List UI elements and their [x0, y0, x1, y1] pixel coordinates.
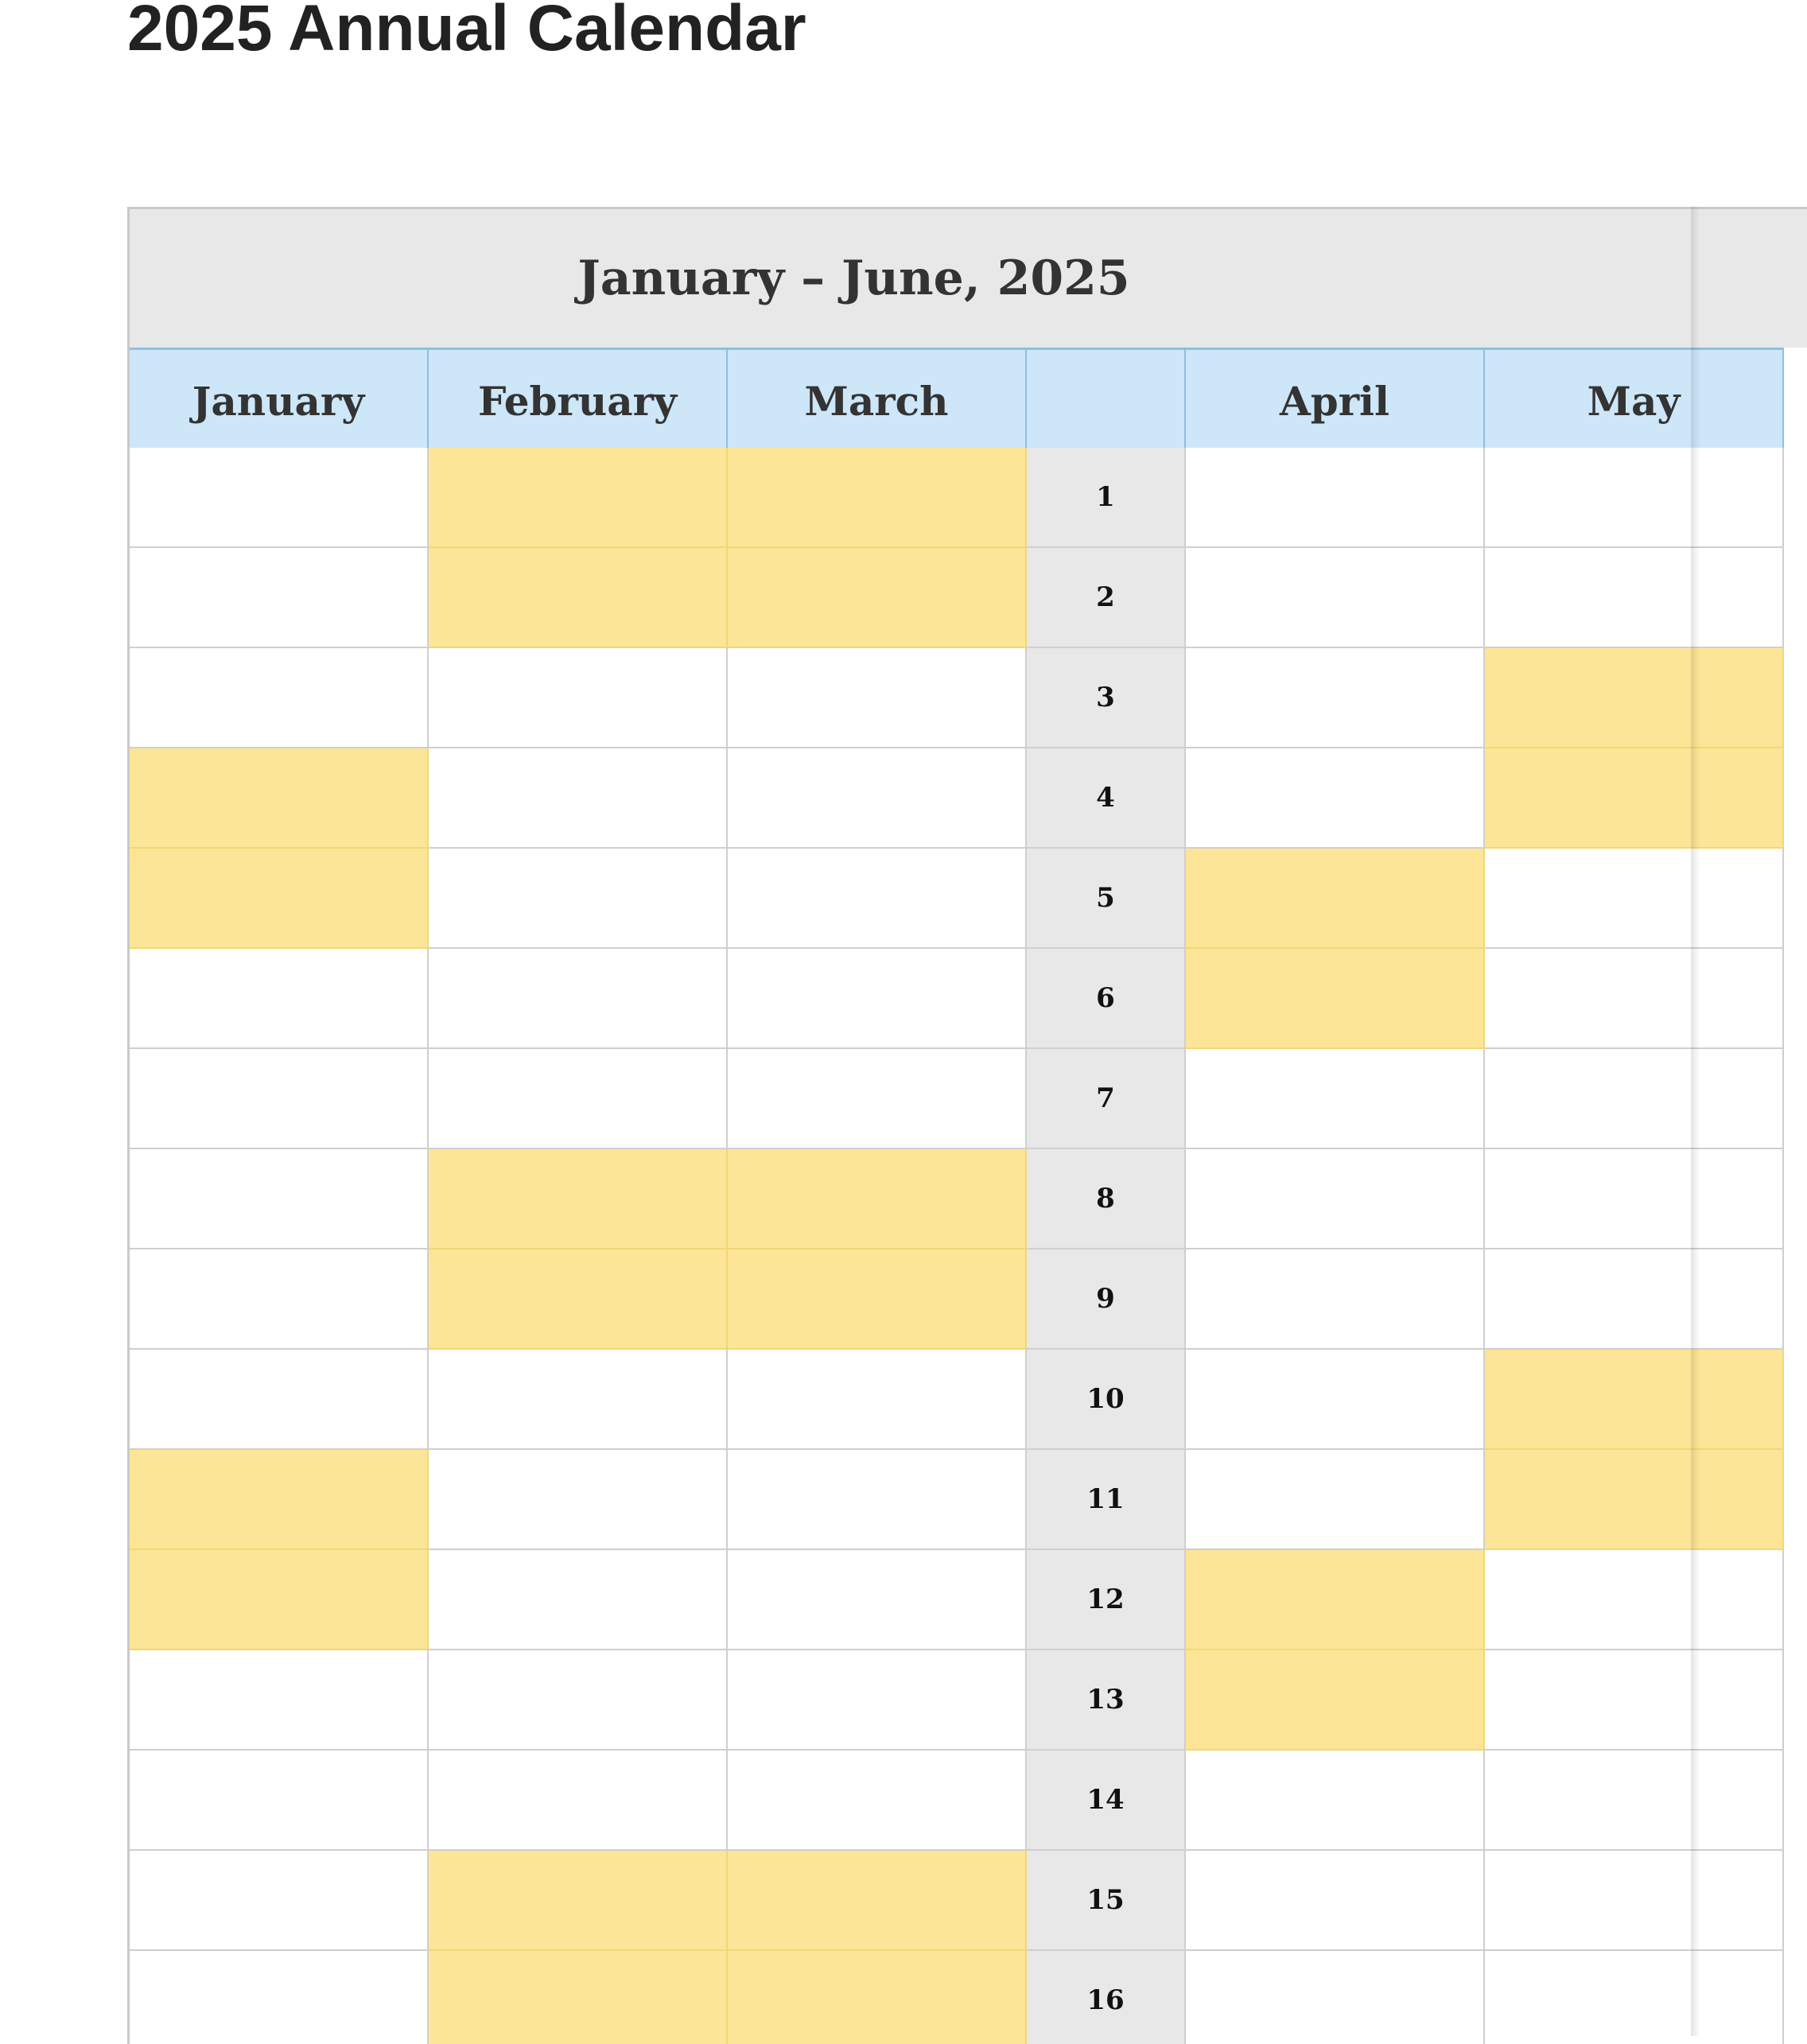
day-cell-march[interactable] — [728, 1550, 1027, 1650]
day-cell-march[interactable] — [728, 648, 1027, 748]
day-cell-may[interactable] — [1485, 1550, 1784, 1650]
day-cell-april[interactable] — [1186, 1450, 1485, 1550]
day-cell-may[interactable] — [1485, 448, 1784, 548]
day-cell-february[interactable] — [429, 1450, 728, 1550]
day-cell-february[interactable] — [429, 648, 728, 748]
day-cell-april[interactable] — [1186, 1249, 1485, 1350]
day-cell-april[interactable] — [1186, 548, 1485, 648]
month-header-february: February — [429, 348, 728, 456]
day-cell-january[interactable] — [130, 1450, 429, 1550]
day-cell-february[interactable] — [429, 548, 728, 648]
day-cell-january[interactable] — [130, 1851, 429, 1951]
calendar-table — [127, 207, 1807, 2044]
day-number: 11 — [1027, 1450, 1186, 1550]
day-cell-march[interactable] — [728, 1851, 1027, 1951]
day-cell-april[interactable] — [1186, 448, 1485, 548]
day-cell-january[interactable] — [130, 1650, 429, 1751]
day-cell-march[interactable] — [728, 1751, 1027, 1851]
day-cell-january[interactable] — [130, 1550, 429, 1650]
day-cell-february[interactable] — [429, 448, 728, 548]
calendar-grid — [130, 348, 1784, 2044]
day-cell-february[interactable] — [429, 1049, 728, 1149]
day-cell-may[interactable] — [1485, 1049, 1784, 1149]
day-cell-april[interactable] — [1186, 748, 1485, 849]
day-cell-may[interactable] — [1485, 748, 1784, 849]
month-header-april: April — [1186, 348, 1485, 456]
day-number: 10 — [1027, 1350, 1186, 1450]
day-cell-january[interactable] — [130, 1149, 429, 1249]
day-cell-april[interactable] — [1186, 1851, 1485, 1951]
day-number: 7 — [1027, 1049, 1186, 1149]
day-cell-may[interactable] — [1485, 1350, 1784, 1450]
day-cell-february[interactable] — [429, 1550, 728, 1650]
day-number: 3 — [1027, 648, 1186, 748]
day-cell-march[interactable] — [728, 1450, 1027, 1550]
day-cell-march[interactable] — [728, 1951, 1027, 2044]
day-cell-march[interactable] — [728, 849, 1027, 949]
day-cell-january[interactable] — [130, 849, 429, 949]
day-cell-may[interactable] — [1485, 1951, 1784, 2044]
day-cell-march[interactable] — [728, 949, 1027, 1049]
day-cell-may[interactable] — [1485, 1650, 1784, 1751]
day-cell-may[interactable] — [1485, 648, 1784, 748]
day-cell-february[interactable] — [429, 1650, 728, 1751]
day-cell-march[interactable] — [728, 1049, 1027, 1149]
day-number: 14 — [1027, 1751, 1186, 1851]
day-cell-january[interactable] — [130, 648, 429, 748]
day-cell-april[interactable] — [1186, 1550, 1485, 1650]
day-cell-may[interactable] — [1485, 1450, 1784, 1550]
day-cell-march[interactable] — [728, 1350, 1027, 1450]
scroll-edge-shadow — [1691, 207, 1700, 2036]
day-cell-may[interactable] — [1485, 548, 1784, 648]
day-cell-january[interactable] — [130, 949, 429, 1049]
day-number: 2 — [1027, 548, 1186, 648]
day-number: 12 — [1027, 1550, 1186, 1650]
day-number: 13 — [1027, 1650, 1186, 1751]
day-cell-may[interactable] — [1485, 949, 1784, 1049]
day-cell-april[interactable] — [1186, 648, 1485, 748]
day-cell-march[interactable] — [728, 448, 1027, 548]
day-cell-march[interactable] — [728, 1249, 1027, 1350]
day-cell-january[interactable] — [130, 1951, 429, 2044]
day-cell-april[interactable] — [1186, 1751, 1485, 1851]
day-cell-february[interactable] — [429, 748, 728, 849]
day-cell-april[interactable] — [1186, 949, 1485, 1049]
day-number-header — [1027, 348, 1186, 456]
day-cell-january[interactable] — [130, 1350, 429, 1450]
day-number: 4 — [1027, 748, 1186, 849]
day-number: 15 — [1027, 1851, 1186, 1951]
month-header-january: January — [130, 348, 429, 456]
day-cell-april[interactable] — [1186, 1149, 1485, 1249]
day-number: 1 — [1027, 448, 1186, 548]
day-cell-january[interactable] — [130, 1249, 429, 1350]
day-cell-april[interactable] — [1186, 1350, 1485, 1450]
day-cell-april[interactable] — [1186, 849, 1485, 949]
month-header-march: March — [728, 348, 1027, 456]
day-cell-february[interactable] — [429, 1350, 728, 1450]
day-cell-january[interactable] — [130, 1751, 429, 1851]
day-cell-march[interactable] — [728, 748, 1027, 849]
day-cell-may[interactable] — [1485, 1249, 1784, 1350]
month-header-may: May — [1485, 348, 1784, 456]
banner-label: January – June, 2025 — [577, 251, 1130, 306]
day-cell-march[interactable] — [728, 548, 1027, 648]
day-number: 8 — [1027, 1149, 1186, 1249]
page-title: 2025 Annual Calendar — [127, 0, 806, 64]
day-cell-may[interactable] — [1485, 849, 1784, 949]
day-number: 16 — [1027, 1951, 1186, 2044]
day-cell-may[interactable] — [1485, 1851, 1784, 1951]
day-cell-february[interactable] — [429, 849, 728, 949]
day-number: 5 — [1027, 849, 1186, 949]
day-cell-may[interactable] — [1485, 1751, 1784, 1851]
day-number: 6 — [1027, 949, 1186, 1049]
day-cell-february[interactable] — [429, 1951, 728, 2044]
day-cell-february[interactable] — [429, 1851, 728, 1951]
day-cell-february[interactable] — [429, 1249, 728, 1350]
day-cell-march[interactable] — [728, 1149, 1027, 1249]
day-cell-january[interactable] — [130, 548, 429, 648]
day-cell-february[interactable] — [429, 1149, 728, 1249]
day-cell-april[interactable] — [1186, 1049, 1485, 1149]
day-cell-may[interactable] — [1485, 1149, 1784, 1249]
calendar-banner — [130, 209, 1807, 348]
day-cell-april[interactable] — [1186, 1650, 1485, 1751]
day-cell-january[interactable] — [130, 1049, 429, 1149]
day-cell-february[interactable] — [429, 1751, 728, 1851]
day-number: 9 — [1027, 1249, 1186, 1350]
day-cell-february[interactable] — [429, 949, 728, 1049]
day-cell-march[interactable] — [728, 1650, 1027, 1751]
day-cell-january[interactable] — [130, 448, 429, 548]
day-cell-april[interactable] — [1186, 1951, 1485, 2044]
day-cell-january[interactable] — [130, 748, 429, 849]
